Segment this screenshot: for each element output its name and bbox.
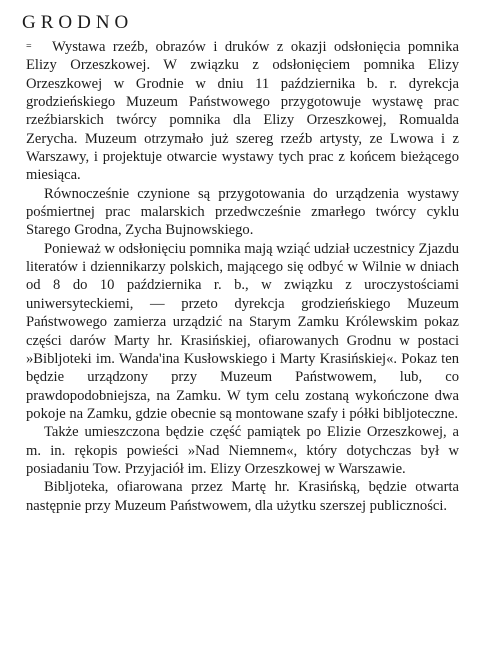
paragraph-1 — [26, 38, 459, 185]
paragraph-2: Równocześnie czynione są przygotowania do urządzenia wystawy pośmiertnej prac malarskich przedwcześnie zmarłego twórcy cyklu Starego Grodna, Zycha Bujnowskiego. — [26, 185, 459, 239]
article-body — [26, 38, 459, 515]
section-heading: GRODNO — [22, 12, 134, 33]
paragraph-5: Bibljoteka, ofiarowana przez Martę hr. Krasińską, będzie otwarta następnie przy Muzeum Państwowem, dla użytku szerszej publiczności. — [26, 479, 459, 514]
lead-mark: = — [26, 41, 32, 52]
paragraph-1-text: Wystawa rzeźb, obrazów i druków z okazji odsłonięcia pomnika Elizy Orzeszkowej. W związku z odsłonięciem pomnika Elizy Orzeszkowej w Grodnie w dniu 11 października b. r. dyrekcja grodzieńskiego Muzeum Państwowego przygotowuje wystawę prac rzeźbiarskich twórcy pomnika dla Elizy Orzeszkowej, Romualda Zerycha. Muzeum otrzymało już szereg rzeźb artysty, ze Lwowa i z Warszawy, i projektuje otwarcie wystawy tych prac z końcem bieżącego miesiąca. — [26, 39, 459, 184]
paragraph-3: Ponieważ w odsłonięciu pomnika mają wziąć udział uczestnicy Zjazdu literatów i dziennikarzy polskich, mającego się odbyć w Wilnie w dniach od 8 do 10 października r. b., w związku z uroczystościami uniwersyteckiemi, — przeto dyrekcja grodzieńskiego Muzeum Państwowego zamierza urządzić na Starym Zamku Królewskim pokaz części darów Marty hr. Krasińskiej, ofiarowanych Grodnu w postaci »Bibljoteki im. Wanda'ina Kusłowskiego i Marty Krasińskiej«. Pokaz ten będzie urządzony przy Muzeum Państwowem, lub, co prawdopodobniejsza, na Zamku. W tym celu zostaną wykończone dwa pokoje na Zamku, gdzie obecnie są montowane szafy i półki bibljoteczne. — [26, 240, 459, 422]
paragraph-4: Także umieszczona będzie część pamiątek po Elizie Orzeszkowej, a m. in. rękopis powieści »Nad Niemnem«, który dotychczas był w posiadaniu Tow. Przyjaciół im. Elizy Orzeszkowej w Warszawie. — [26, 424, 459, 477]
